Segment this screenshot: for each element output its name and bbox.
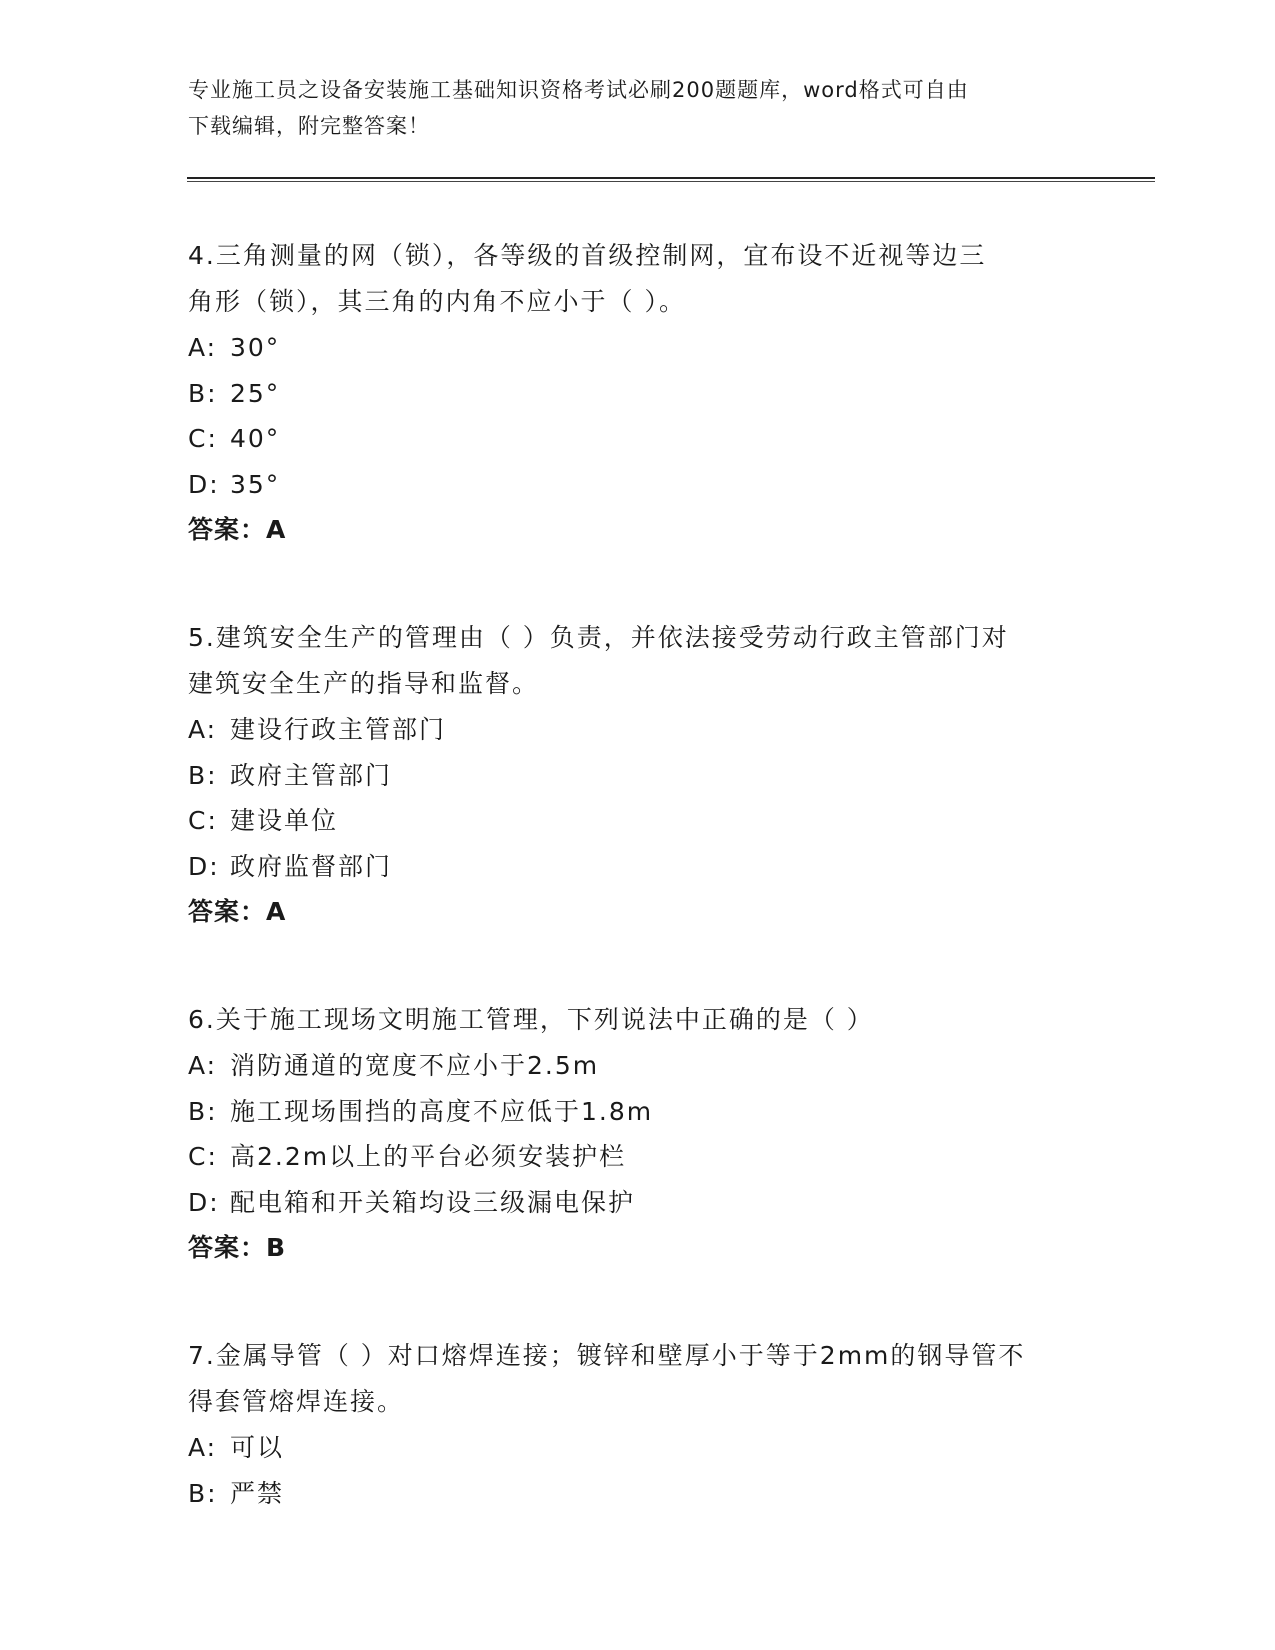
question-stem-line: 建筑安全生产的指导和监督。: [188, 669, 540, 698]
option-text: 建设单位: [230, 806, 339, 835]
question-stem-line: 5.建筑安全生产的管理由（ ）负责，并依法接受劳动行政主管部门对: [188, 623, 1009, 652]
option-text: 施工现场围挡的高度不应低于1.8m: [230, 1096, 654, 1126]
option-a: [188, 707, 1088, 753]
header-line-2: 下载编辑，附完整答案！: [188, 114, 430, 138]
option-text: 30°: [230, 333, 281, 362]
option-c: [188, 798, 1088, 844]
option-key: B:: [188, 760, 218, 790]
option-text: 政府主管部门: [230, 760, 393, 790]
option-key: C:: [188, 806, 218, 835]
option-key: A:: [188, 715, 218, 744]
header-divider-thin: [187, 181, 1155, 182]
question-list: [188, 233, 1088, 1578]
option-key: D:: [188, 469, 220, 499]
answer-label: 答案：A: [188, 897, 287, 926]
option-key: B:: [188, 1096, 218, 1126]
option-text: 消防通道的宽度不应小于2.5m: [230, 1051, 600, 1080]
document-header: [188, 72, 1068, 144]
option-a: [188, 325, 1088, 371]
option-text: 政府监督部门: [230, 851, 393, 881]
option-key: B:: [188, 1478, 218, 1508]
option-b: [188, 1089, 1088, 1135]
question-stem-line: 4.三角测量的网（锁），各等级的首级控制网，宜布设不近视等边三: [188, 241, 987, 270]
option-text: 配电箱和开关箱均设三级漏电保护: [230, 1187, 636, 1217]
option-text: 40°: [230, 424, 281, 453]
question-6: [188, 997, 1088, 1271]
option-d: [188, 844, 1088, 890]
option-a: [188, 1425, 1088, 1471]
question-7: [188, 1333, 1088, 1516]
question-stem-line: 角形（锁），其三角的内角不应小于（ ）。: [188, 287, 686, 316]
answer-label: 答案：A: [188, 515, 287, 544]
option-b: [188, 1471, 1088, 1517]
question-5: [188, 615, 1088, 935]
option-key: A:: [188, 1433, 218, 1462]
option-key: D:: [188, 851, 220, 881]
option-key: A:: [188, 333, 218, 362]
option-key: C:: [188, 1142, 218, 1171]
answer-label: 答案：B: [188, 1233, 287, 1262]
question-stem-line: 7.金属导管（ ）对口熔焊连接；镀锌和壁厚小于等于2mm的钢导管不: [188, 1341, 1026, 1370]
header-line-1: 专业施工员之设备安装施工基础知识资格考试必刷200题题库，word格式可自由: [188, 78, 969, 102]
option-key: D:: [188, 1187, 220, 1217]
option-c: [188, 1134, 1088, 1180]
option-key: A:: [188, 1051, 218, 1080]
question-4: [188, 233, 1088, 553]
question-stem-line: 6.关于施工现场文明施工管理，下列说法中正确的是（ ）: [188, 1005, 874, 1034]
option-c: [188, 416, 1088, 462]
header-divider-thick: [187, 177, 1155, 179]
option-d: [188, 1180, 1088, 1226]
option-text: 高2.2m以上的平台必须安装护栏: [230, 1142, 627, 1171]
option-b: [188, 371, 1088, 417]
option-text: 35°: [230, 469, 281, 499]
option-text: 25°: [230, 378, 281, 408]
option-a: [188, 1043, 1088, 1089]
option-text: 可以: [230, 1433, 285, 1462]
option-text: 建设行政主管部门: [230, 715, 447, 744]
option-key: B:: [188, 378, 218, 408]
option-text: 严禁: [230, 1478, 285, 1508]
question-stem-line: 得套管熔焊连接。: [188, 1387, 405, 1416]
option-d: [188, 462, 1088, 508]
option-b: [188, 753, 1088, 799]
option-key: C:: [188, 424, 218, 453]
